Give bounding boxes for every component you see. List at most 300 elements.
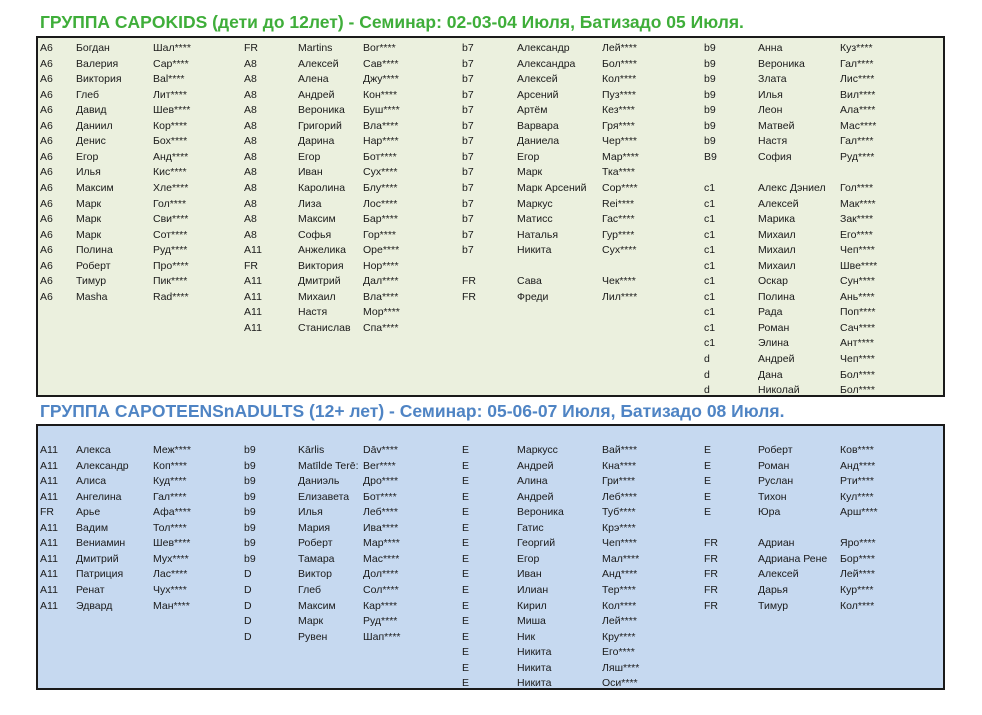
teens-level-cell: A11 <box>40 475 58 488</box>
kids-surname-cell: Сух**** <box>602 244 637 257</box>
kids-surname-cell: Шал**** <box>153 42 191 54</box>
teens-level-cell: b9 <box>244 459 256 472</box>
kids-level-cell: c1 <box>704 259 716 272</box>
kids-first-name-cell: Алексей <box>517 73 558 86</box>
kids-first-name-cell: Марк <box>76 228 102 241</box>
kids-level-cell: A8 <box>244 213 257 226</box>
kids-level-cell: A8 <box>244 73 257 86</box>
kids-surname-cell: Бар**** <box>363 213 398 226</box>
kids-level-cell: A6 <box>40 181 53 194</box>
teens-first-name-cell: Matīlde Terē: <box>298 459 359 472</box>
kids-first-name-cell: Рада <box>758 306 783 319</box>
teens-first-name-cell: Ник <box>517 630 536 643</box>
kids-surname-cell: Оре**** <box>363 244 400 257</box>
kids-first-name-cell: Александр <box>517 42 570 54</box>
teens-level-cell: FR <box>40 506 54 519</box>
teens-level-cell: FR <box>704 537 718 550</box>
kids-first-name-cell: Григорий <box>298 119 342 132</box>
kids-level-cell: FR <box>244 259 258 272</box>
kids-first-name-cell: Сава <box>517 275 542 288</box>
kids-level-cell: A6 <box>40 119 53 132</box>
kids-surname-cell: Буш**** <box>363 104 400 117</box>
kids-level-cell: A6 <box>40 244 53 257</box>
teens-first-name-cell: Тимур <box>758 599 789 612</box>
kids-level-cell: A11 <box>244 290 262 303</box>
kids-level-cell: d <box>704 353 710 365</box>
kids-first-name-cell: Наталья <box>517 228 559 241</box>
kids-surname-cell: Ала**** <box>840 104 876 117</box>
kids-level-cell: A6 <box>40 290 53 303</box>
teens-level-cell: E <box>462 459 470 472</box>
kids-surname-cell: Бох**** <box>153 135 188 148</box>
kids-level-cell: b9 <box>704 135 716 148</box>
teens-first-name-cell: Ренат <box>76 583 105 596</box>
kids-surname-cell: Руд**** <box>840 150 875 163</box>
kids-level-cell: A6 <box>40 42 53 54</box>
kids-level-cell: c1 <box>704 213 716 226</box>
kids-level-cell: FR <box>462 290 476 303</box>
teens-surname-cell: Арш**** <box>840 506 878 519</box>
teens-first-name-cell: Роберт <box>298 537 333 550</box>
kids-surname-cell: Мар**** <box>602 150 639 163</box>
teens-level-cell: E <box>704 459 712 472</box>
teens-surname-cell: Сол**** <box>363 583 399 596</box>
kids-first-name-cell: Полина <box>76 244 113 257</box>
teens-level-cell: E <box>462 521 470 534</box>
kids-level-cell: A8 <box>244 135 257 148</box>
kids-first-name-cell: Михаил <box>298 290 336 303</box>
teens-surname-cell: Мас**** <box>363 552 400 565</box>
teens-first-name-cell: Роман <box>758 459 790 472</box>
kids-level-cell: b7 <box>462 166 474 179</box>
kids-surname-cell: Сух**** <box>363 166 398 179</box>
teens-surname-cell: Кол**** <box>602 599 637 612</box>
teens-surname-cell: Анд**** <box>602 568 638 581</box>
teens-surname-cell: Руд**** <box>363 615 398 628</box>
kids-surname-cell: Сот**** <box>153 228 188 241</box>
teens-surname-cell: Куд**** <box>153 475 187 488</box>
teens-level-cell: E <box>462 537 470 550</box>
teens-level-cell: E <box>704 444 712 456</box>
kids-level-cell: b7 <box>462 88 474 101</box>
kids-surname-cell: Кез**** <box>602 104 635 117</box>
teens-first-name-cell: Дарья <box>758 583 788 596</box>
teens-surname-cell: Кул**** <box>840 490 874 503</box>
kids-surname-cell: Его**** <box>840 228 873 241</box>
teens-surname-cell: Ман**** <box>153 599 190 612</box>
kids-surname-cell: Сач**** <box>840 321 876 334</box>
teens-level-cell: A11 <box>40 568 58 581</box>
teens-first-name-cell: Алина <box>517 475 548 488</box>
kids-surname-cell: Гас**** <box>602 213 635 226</box>
teens-level-cell: A11 <box>40 459 58 472</box>
kids-surname-cell: Кол**** <box>602 73 637 86</box>
kids-surname-cell: Гол**** <box>153 197 187 210</box>
kids-level-cell: A11 <box>244 275 262 288</box>
kids-surname-cell: Пуз**** <box>602 88 636 101</box>
teens-first-name-cell: Тамара <box>298 552 335 565</box>
kids-first-name-cell: Варвара <box>517 119 559 132</box>
kids-level-cell: FR <box>244 42 258 54</box>
teens-level-cell: A11 <box>40 552 58 565</box>
kids-surname-cell: Тка**** <box>602 166 635 179</box>
kids-surname-cell: Bor**** <box>363 42 396 54</box>
kids-first-name-cell: Марк <box>76 213 102 226</box>
kids-level-cell: A11 <box>244 244 262 257</box>
kids-surname-cell: Хле**** <box>153 181 189 194</box>
teens-level-cell: E <box>704 506 712 519</box>
kids-surname-cell: Гур**** <box>602 228 635 241</box>
kids-first-name-cell: Оскар <box>758 275 788 288</box>
teens-first-name-cell: Никита <box>517 677 552 690</box>
kids-level-cell: A8 <box>244 88 257 101</box>
kids-level-cell: FR <box>462 275 476 288</box>
kids-level-cell: b7 <box>462 197 474 210</box>
kids-first-name-cell: Максим <box>298 213 336 226</box>
kids-first-name-cell: Марк Арсений <box>517 181 587 194</box>
teens-surname-cell: Лей**** <box>840 568 875 581</box>
kids-surname-cell: Бол**** <box>840 384 875 397</box>
teens-first-name-cell: Александр <box>76 459 129 472</box>
teens-level-cell: A11 <box>40 583 58 596</box>
teens-first-name-cell: Kārlis <box>298 444 325 456</box>
kids-first-name-cell: Даниил <box>76 119 113 132</box>
kids-surname-cell: Гор**** <box>363 228 397 241</box>
kids-surname-cell: Лис**** <box>840 73 875 86</box>
kids-first-name-cell: Полина <box>758 290 795 303</box>
teens-level-cell: E <box>462 506 470 519</box>
kids-first-name-cell: Дана <box>758 368 783 381</box>
teens-surname-cell: Тер**** <box>602 583 636 596</box>
teens-level-cell: A11 <box>40 490 58 503</box>
kids-surname-cell: Шве**** <box>840 259 878 272</box>
teens-roster-table <box>36 424 945 690</box>
teens-level-cell: A11 <box>40 537 58 550</box>
teens-first-name-cell: Гатис <box>517 521 544 534</box>
teens-first-name-cell: Юра <box>758 506 781 519</box>
kids-level-cell: c1 <box>704 228 716 241</box>
teens-level-cell: E <box>462 583 470 596</box>
kids-first-name-cell: Алекс Дэниел <box>758 181 826 194</box>
kids-level-cell: A6 <box>40 275 53 288</box>
teens-surname-cell: Шап**** <box>363 630 401 643</box>
teens-first-name-cell: Марк <box>298 615 324 628</box>
kids-surname-cell: Вла**** <box>363 290 399 303</box>
kids-first-name-cell: Глеб <box>76 88 99 101</box>
kids-level-cell: c1 <box>704 306 716 319</box>
kids-surname-cell: Чер**** <box>602 135 638 148</box>
teens-level-cell: b9 <box>244 506 256 519</box>
kids-first-name-cell: Алексей <box>298 57 339 70</box>
teens-level-cell: FR <box>704 568 718 581</box>
teens-first-name-cell: Андрей <box>517 459 554 472</box>
teens-first-name-cell: Алексей <box>758 568 799 581</box>
kids-first-name-cell: Вероника <box>758 57 805 70</box>
teens-surname-cell: Кру**** <box>602 630 636 643</box>
kids-level-cell: c1 <box>704 275 716 288</box>
teens-first-name-cell: Илья <box>298 506 323 519</box>
teens-surname-cell: Ber**** <box>363 459 396 472</box>
teens-surname-cell: Кна**** <box>602 459 637 472</box>
kids-level-cell: A6 <box>40 213 53 226</box>
kids-level-cell: B9 <box>704 150 717 163</box>
kids-level-cell: c1 <box>704 181 716 194</box>
kids-surname-cell: Мор**** <box>363 306 400 319</box>
kids-surname-cell: Руд**** <box>153 244 188 257</box>
kids-level-cell: A6 <box>40 135 53 148</box>
kids-roster-table <box>36 36 945 397</box>
kids-level-cell: A6 <box>40 150 53 163</box>
kids-first-name-cell: Матвей <box>758 119 795 132</box>
kids-surname-cell: Нор**** <box>363 259 399 272</box>
kids-first-name-cell: Артём <box>517 104 548 117</box>
kids-first-name-cell: Алена <box>298 73 329 86</box>
kids-level-cell: A11 <box>244 321 262 334</box>
kids-level-cell: A8 <box>244 119 257 132</box>
kids-first-name-cell: Софья <box>298 228 332 241</box>
teens-level-cell: E <box>462 677 470 690</box>
teens-surname-cell: Дро**** <box>363 475 399 488</box>
kids-surname-cell: Дал**** <box>363 275 399 288</box>
teens-level-cell: b9 <box>244 475 256 488</box>
teens-first-name-cell: Рувен <box>298 630 328 643</box>
kids-level-cell: A8 <box>244 228 257 241</box>
teens-surname-cell: Ляш**** <box>602 661 640 674</box>
teens-level-cell: E <box>704 490 712 503</box>
kids-level-cell: A6 <box>40 57 53 70</box>
teens-level-cell: b9 <box>244 537 256 550</box>
kids-first-name-cell: Роберт <box>76 259 111 272</box>
kids-level-cell: b9 <box>704 42 716 54</box>
teens-level-cell: E <box>462 646 470 659</box>
kids-level-cell: A6 <box>40 259 53 272</box>
teens-level-cell: E <box>462 599 470 612</box>
teens-first-name-cell: Иван <box>517 568 542 581</box>
kids-surname-cell: Пик**** <box>153 275 188 288</box>
teens-surname-cell: Меж**** <box>153 444 191 456</box>
teens-surname-cell: Гри**** <box>602 475 636 488</box>
kids-first-name-cell: Максим <box>76 181 114 194</box>
kids-first-name-cell: Алексей <box>758 197 799 210</box>
kids-surname-cell: Про**** <box>153 259 189 272</box>
kids-first-name-cell: Настя <box>758 135 788 148</box>
kids-level-cell: b7 <box>462 57 474 70</box>
kids-first-name-cell: Элина <box>758 337 789 350</box>
kids-level-cell: A6 <box>40 228 53 241</box>
kids-level-cell: b7 <box>462 135 474 148</box>
teens-surname-cell: Ков**** <box>840 444 874 456</box>
teens-first-name-cell: Алиса <box>76 475 107 488</box>
kids-level-cell: A6 <box>40 104 53 117</box>
kids-first-name-cell: София <box>758 150 792 163</box>
teens-first-name-cell: Даниэль <box>298 475 340 488</box>
kids-first-name-cell: Виктория <box>298 259 344 272</box>
kids-first-name-cell: Марика <box>758 213 796 226</box>
kids-first-name-cell: Александра <box>517 57 576 70</box>
kids-first-name-cell: Masha <box>76 290 108 303</box>
kids-level-cell: A6 <box>40 197 53 210</box>
kids-level-cell: b7 <box>462 73 474 86</box>
teens-first-name-cell: Тихон <box>758 490 787 503</box>
teens-first-name-cell: Эдвард <box>76 599 113 612</box>
teens-first-name-cell: Кирил <box>517 599 547 612</box>
kids-first-name-cell: Martins <box>298 42 333 54</box>
teens-first-name-cell: Максим <box>298 599 336 612</box>
kids-first-name-cell: Виктория <box>76 73 122 86</box>
kids-surname-cell: Бол**** <box>840 368 875 381</box>
kids-first-name-cell: Анжелика <box>298 244 346 257</box>
kids-surname-cell: Чек**** <box>602 275 636 288</box>
kids-first-name-cell: Денис <box>76 135 106 148</box>
teens-level-cell: FR <box>704 552 718 565</box>
teens-surname-cell: Тол**** <box>153 521 187 534</box>
teens-surname-cell: Кол**** <box>840 599 875 612</box>
teens-surname-cell: Чеп**** <box>602 537 637 550</box>
kids-first-name-cell: Матисс <box>517 213 553 226</box>
kids-first-name-cell: Даниела <box>517 135 560 148</box>
kids-first-name-cell: Анна <box>758 42 783 54</box>
teens-surname-cell: Яро**** <box>840 537 876 550</box>
kids-surname-cell: Мас**** <box>840 119 877 132</box>
kids-first-name-cell: Егор <box>298 150 321 163</box>
kids-first-name-cell: Леон <box>758 104 783 117</box>
teens-surname-cell: Шев**** <box>153 537 191 550</box>
kids-surname-cell: Бот**** <box>363 150 397 163</box>
kids-surname-cell: Сор**** <box>602 181 638 194</box>
kids-first-name-cell: Дарина <box>298 135 335 148</box>
kids-surname-cell: Гря**** <box>602 119 635 132</box>
teens-first-name-cell: Егор <box>517 552 540 565</box>
teens-first-name-cell: Роберт <box>758 444 793 456</box>
kids-level-cell: b7 <box>462 42 474 54</box>
kids-first-name-cell: Андрей <box>758 353 795 365</box>
kids-level-cell: A8 <box>244 104 257 117</box>
teens-level-cell: A11 <box>40 599 58 612</box>
teens-first-name-cell: Глеб <box>298 583 321 596</box>
teens-surname-cell: Коп**** <box>153 459 187 472</box>
teens-surname-cell: Ива**** <box>363 521 399 534</box>
teens-surname-cell: Бор**** <box>840 552 875 565</box>
kids-first-name-cell: Илья <box>758 88 783 101</box>
teens-surname-cell: Крэ**** <box>602 521 636 534</box>
kids-first-name-cell: Тимур <box>76 275 107 288</box>
teens-level-cell: D <box>244 583 252 596</box>
kids-level-cell: A6 <box>40 88 53 101</box>
kids-surname-cell: Лил**** <box>602 290 638 303</box>
kids-surname-cell: Гал**** <box>840 57 874 70</box>
teens-level-cell: E <box>462 630 470 643</box>
kids-level-cell: c1 <box>704 290 716 303</box>
teens-surname-cell: Лей**** <box>602 615 637 628</box>
kids-level-cell: b9 <box>704 73 716 86</box>
kids-surname-cell: Чеп**** <box>840 244 875 257</box>
kids-level-cell: b9 <box>704 104 716 117</box>
kids-first-name-cell: Богдан <box>76 42 110 54</box>
kids-group-title: ГРУППА CAPOKIDS (дети до 12лет) - Семинар: 02-03-04 Июля, Батизадо 05 Июля. <box>40 12 744 32</box>
kids-surname-cell: Спа**** <box>363 321 399 334</box>
teens-first-name-cell: Ангелина <box>76 490 122 503</box>
teens-level-cell: D <box>244 599 252 612</box>
kids-surname-cell: Нар**** <box>363 135 399 148</box>
teens-first-name-cell: Мария <box>298 521 331 534</box>
kids-level-cell: b9 <box>704 57 716 70</box>
teens-first-name-cell: Андрей <box>517 490 554 503</box>
kids-surname-cell: Ант**** <box>840 337 874 350</box>
kids-level-cell: A8 <box>244 197 257 210</box>
teens-first-name-cell: Вениамин <box>76 537 126 550</box>
kids-surname-cell: Лос**** <box>363 197 398 210</box>
kids-first-name-cell: Вероника <box>298 104 345 117</box>
teens-level-cell: E <box>462 490 470 503</box>
kids-level-cell: d <box>704 368 710 381</box>
teens-surname-cell: Дол**** <box>363 568 399 581</box>
kids-first-name-cell: Фреди <box>517 290 549 303</box>
teens-first-name-cell: Вадим <box>76 521 109 534</box>
teens-first-name-cell: Никита <box>517 661 552 674</box>
kids-surname-cell: Гол**** <box>840 181 874 194</box>
teens-group-title: ГРУППА CAPOTEENSnADULTS (12+ лет) - Семинар: 05-06-07 Июля, Батизадо 08 Июля. <box>40 401 785 421</box>
teens-surname-cell: Анд**** <box>840 459 876 472</box>
kids-level-cell: d <box>704 384 710 397</box>
teens-surname-cell: Его**** <box>602 646 635 659</box>
teens-level-cell: E <box>462 568 470 581</box>
teens-first-name-cell: Патриция <box>76 568 124 581</box>
teens-surname-cell: Мух**** <box>153 552 189 565</box>
teens-level-cell: E <box>462 475 470 488</box>
kids-surname-cell: Мак**** <box>840 197 876 210</box>
kids-first-name-cell: Каролина <box>298 181 346 194</box>
teens-level-cell: b9 <box>244 552 256 565</box>
kids-level-cell: A8 <box>244 181 257 194</box>
kids-level-cell: b7 <box>462 181 474 194</box>
teens-surname-cell: Кур**** <box>840 583 874 596</box>
kids-surname-cell: Чеп**** <box>840 353 875 365</box>
kids-first-name-cell: Андрей <box>298 88 335 101</box>
teens-surname-cell: Рти**** <box>840 475 875 488</box>
teens-level-cell: FR <box>704 583 718 596</box>
kids-first-name-cell: Маркус <box>517 197 553 210</box>
kids-surname-cell: Сар**** <box>153 57 189 70</box>
teens-level-cell: A11 <box>40 444 58 456</box>
kids-surname-cell: Сав**** <box>363 57 399 70</box>
teens-first-name-cell: Адриан <box>758 537 795 550</box>
kids-first-name-cell: Марк <box>517 166 543 179</box>
kids-level-cell: A8 <box>244 150 257 163</box>
kids-level-cell: b7 <box>462 244 474 257</box>
kids-surname-cell: Кор**** <box>153 119 188 132</box>
kids-surname-cell: Bal**** <box>153 73 185 86</box>
teens-level-cell: E <box>462 615 470 628</box>
kids-surname-cell: Бол**** <box>602 57 637 70</box>
teens-surname-cell: Бот**** <box>363 490 397 503</box>
kids-first-name-cell: Михаил <box>758 228 796 241</box>
teens-surname-cell: Оси**** <box>602 677 638 690</box>
kids-surname-cell: Лей**** <box>602 42 637 54</box>
kids-first-name-cell: Настя <box>298 306 328 319</box>
kids-level-cell: A6 <box>40 73 53 86</box>
kids-first-name-cell: Станислав <box>298 321 351 334</box>
kids-surname-cell: Кис**** <box>153 166 187 179</box>
teens-first-name-cell: Алекса <box>76 444 111 456</box>
teens-level-cell: E <box>462 444 470 456</box>
teens-level-cell: E <box>462 552 470 565</box>
teens-level-cell: b9 <box>244 490 256 503</box>
kids-first-name-cell: Дмитрий <box>298 275 341 288</box>
kids-level-cell: A11 <box>244 306 262 319</box>
kids-first-name-cell: Марк <box>76 197 102 210</box>
kids-level-cell: A8 <box>244 166 257 179</box>
kids-first-name-cell: Валерия <box>76 57 119 70</box>
